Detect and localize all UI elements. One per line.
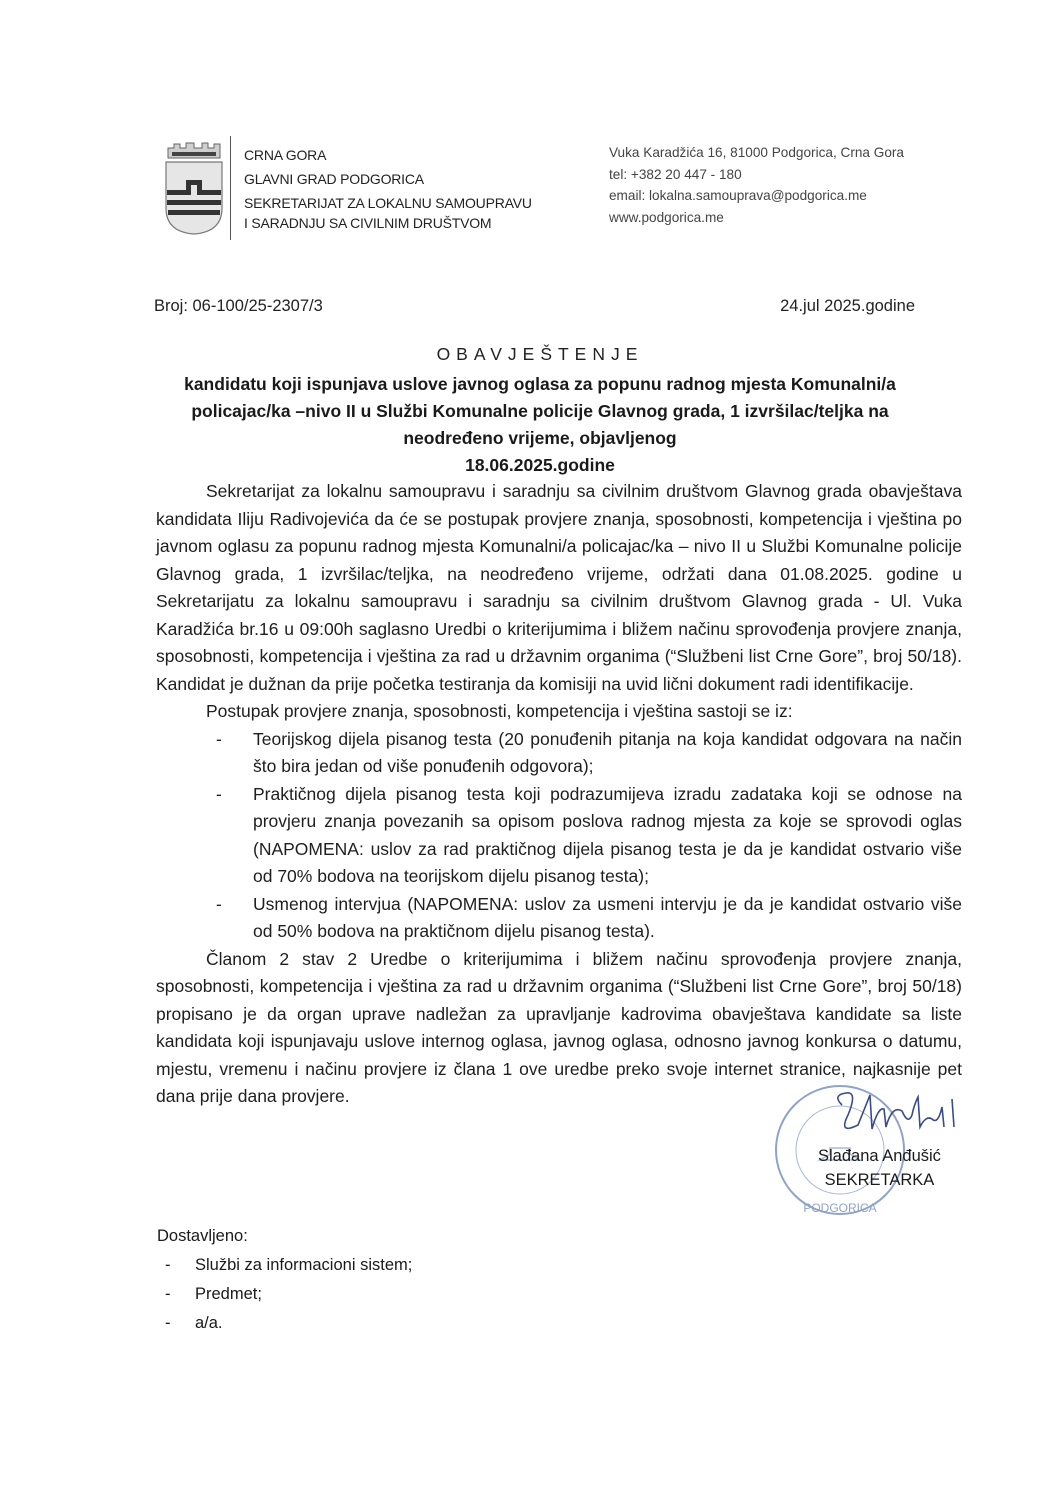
distribution-list — [157, 1251, 412, 1338]
subtitle-line: policajac/ka –nivo II u Službi Komunalne policije Glavnog grada, 1 izvršilac/teljka na — [191, 401, 889, 421]
bullet-dash: - — [216, 783, 222, 804]
contact-phone: tel: +382 20 447 - 180 — [609, 166, 742, 182]
reference-number: Broj: 06-100/25-2307/3 — [154, 297, 323, 315]
org-department-line1: SEKRETARIJAT ZA LOKALNU SAMOUPRAVU — [244, 195, 532, 211]
procedure-list — [156, 726, 962, 946]
contact-address: Vuka Karadžića 16, 81000 Podgorica, Crna Gora — [609, 145, 904, 160]
document-subtitle — [140, 371, 940, 479]
body-paragraph: Sekretarijat za lokalnu samoupravu i saradnju sa civilnim društvom Glavnog grada obavještava kandidata Iliju Radivojevića da će se postupak provjere znanja, sposobnosti, kompetencija i vještina po javnom oglasu za popunu radnog mjesta Komunalni/a policajac/ka – nivo II u Službi Komunalne policije Glavnog grada, 1 izvršilac/teljka, na neodređeno vrijeme, održati dana 01.08.2025. godine u Sekretarijatu za lokalnu samoupravu i saradnju sa civilnim društvom Glavnog grada - Ul. Vuka Karadžića br.16 u 09:00h saglasno Uredbi o kriterijumima i bližem načinu sprovođenja provjere znanja, sposobnosti, kompetencija i vještina za rad u državnim organima (“Službeni list Crne Gore”, broj 50/18). Kandidat je dužnan da prije početka testiranja da komisiji na uvid lični dokument radi identifikacije. — [156, 481, 962, 694]
body-paragraph: Članom 2 stav 2 Uredbe o kriterijumima i bližem načinu sprovođenja provjere znanja, sposobnosti, kompetencija i vještina za rad u državnim organima (“Službeni list Crne Gore”, broj 50/18) propisano je da organ uprave nadležan za upravljanje kadrovima obavještava kandidate sa liste kandidata koji ispunjavaju uslove internog oglasa, javnog oglasa, odnosno javnog konkursa o datumu, mjestu, vremenu i načinu provjere iz člana 1 ove uredbe preko svoje internet stranice, najkasnije pet dana prije dana provjere. — [156, 948, 962, 1106]
contact-website: www.podgorica.me — [609, 209, 724, 225]
body-paragraph: Postupak provjere znanja, sposobnosti, kompetencija i vještina sastoji se iz: — [206, 701, 793, 721]
bullet-dash: - — [165, 1256, 171, 1274]
list-item-text: Službi za informacioni sistem; — [195, 1256, 413, 1274]
org-country: CRNA GORA — [244, 147, 327, 163]
distribution-label: Dostavljeno: — [157, 1227, 248, 1245]
bullet-dash: - — [165, 1285, 171, 1303]
signatory-block — [818, 1144, 941, 1192]
organization-block — [244, 145, 532, 233]
list-item-text: Usmenog intervjua (NAPOMENA: uslov za usmeni intervju je da je kandidat ostvario više od 50% bodova na praktičnom dijelu pisanog testa). — [253, 893, 962, 941]
list-item — [156, 781, 962, 891]
contact-email: email: lokalna.samouprava@podgorica.me — [609, 188, 867, 203]
document-date: 24.jul 2025.godine — [780, 297, 915, 315]
list-item-text: a/a. — [195, 1314, 223, 1332]
subtitle-line: neodređeno vrijeme, objavljenog — [403, 428, 677, 448]
org-department-line2: I SARADNJU SA CIVILNIM DRUŠTVOM — [244, 215, 492, 231]
list-item — [157, 1251, 412, 1280]
bullet-dash: - — [216, 893, 222, 914]
document-title: OBAVJEŠTENJE — [436, 344, 644, 364]
header-divider — [230, 136, 231, 240]
svg-text:PODGORICA: PODGORICA — [803, 1201, 877, 1215]
org-city: GLAVNI GRAD PODGORICA — [244, 171, 424, 187]
bullet-dash: - — [216, 728, 222, 749]
list-item — [157, 1309, 412, 1338]
list-item-text: Teorijskog dijela pisanog testa (20 ponuđenih pitanja na koja kandidat odgovara na način što bira jedan od više ponuđenih odgovora); — [253, 728, 962, 776]
signatory-name: Slađana Anđušić — [818, 1147, 941, 1165]
list-item-text: Praktičnog dijela pisanog testa koji podrazumijeva izradu zadataka koji se odnose na provjeru znanja povezanih sa opisom poslova radnog mjesta za koje se sprovodi oglas (NAPOMENA: uslov za rad praktičnog dijela pisanog testa je da je kandidat ostvario više od 70% bodova na teorijskom dijelu pisanog testa); — [253, 783, 962, 886]
list-item-text: Predmet; — [195, 1285, 262, 1303]
list-item — [156, 891, 962, 946]
city-coat-of-arms-icon — [164, 140, 224, 236]
distribution-block — [157, 1222, 412, 1338]
bullet-dash: - — [165, 1314, 171, 1332]
subtitle-line: 18.06.2025.godine — [465, 455, 615, 475]
title-block — [140, 344, 940, 479]
contact-block — [609, 142, 904, 228]
handwritten-signature-icon — [822, 1085, 972, 1145]
document-body — [156, 478, 962, 1111]
list-item — [157, 1280, 412, 1309]
list-item — [156, 726, 962, 781]
subtitle-line: kandidatu koji ispunjava uslove javnog oglasa za popunu radnog mjesta Komunalni/a — [184, 374, 896, 394]
signatory-role: SEKRETARKA — [824, 1171, 935, 1189]
